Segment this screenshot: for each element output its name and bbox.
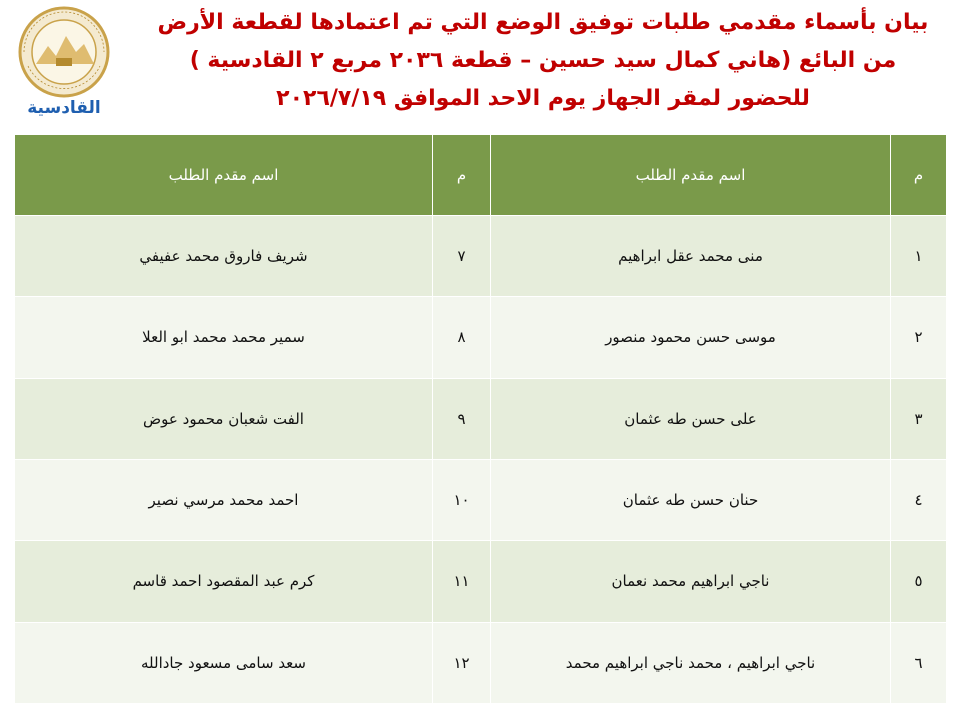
col-name-header: اسم مقدم الطلب [491,135,891,216]
page-title [130,4,956,118]
row-number: ٥ [891,541,947,622]
col-name-header-2: اسم مقدم الطلب [15,135,433,216]
applicant-name: ناجي ابراهيم محمد نعمان [491,541,891,622]
row-number: ٧ [433,216,491,297]
row-number: ١٠ [433,459,491,540]
applicant-name: الفت شعبان محمود عوض [15,378,433,459]
title-line-2: من البائع (هاني كمال سيد حسين – قطعة ٢٠٣٦ مربع ٢ القادسية ) [189,48,897,73]
table-header-row [15,135,947,216]
applicant-name: موسى حسن محمود منصور [491,297,891,378]
table-row [15,378,947,459]
row-number: ١١ [433,541,491,622]
logo-label: القادسية [27,98,101,118]
row-number: ١٢ [433,622,491,703]
row-number: ٨ [433,297,491,378]
applicant-name: على حسن طه عثمان [491,378,891,459]
row-number: ٣ [891,378,947,459]
applicants-table [14,134,947,704]
table-row [15,216,947,297]
applicant-name: احمد محمد مرسي نصير [15,459,433,540]
table-row [15,622,947,703]
table-row [15,541,947,622]
applicant-name: سمير محمد محمد ابو العلا [15,297,433,378]
applicant-name: حنان حسن طه عثمان [491,459,891,540]
applicant-name: سعد سامى مسعود جادالله [15,622,433,703]
row-number: ١ [891,216,947,297]
col-number-header: م [891,135,947,216]
table-row [15,459,947,540]
row-number: ٢ [891,297,947,378]
row-number: ٩ [433,378,491,459]
title-line-1: بيان بأسماء مقدمي طلبات توفيق الوضع التي تم اعتمادها لقطعة الأرض [157,10,929,35]
applicant-name: منى محمد عقل ابراهيم [491,216,891,297]
new-obour-city-seal-icon [10,6,118,98]
applicant-name: شريف فاروق محمد عفيفي [15,216,433,297]
authority-logo [10,6,118,126]
applicant-name: ناجي ابراهيم ، محمد ناجي ابراهيم محمد [491,622,891,703]
page-header [0,0,960,130]
row-number: ٤ [891,459,947,540]
applicant-name: كرم عبد المقصود احمد قاسم [15,541,433,622]
row-number: ٦ [891,622,947,703]
table-row [15,297,947,378]
col-number-header-2: م [433,135,491,216]
title-line-3: للحضور لمقر الجهاز يوم الاحد الموافق ٢٠٢٦/٧/١٩ [276,86,810,111]
